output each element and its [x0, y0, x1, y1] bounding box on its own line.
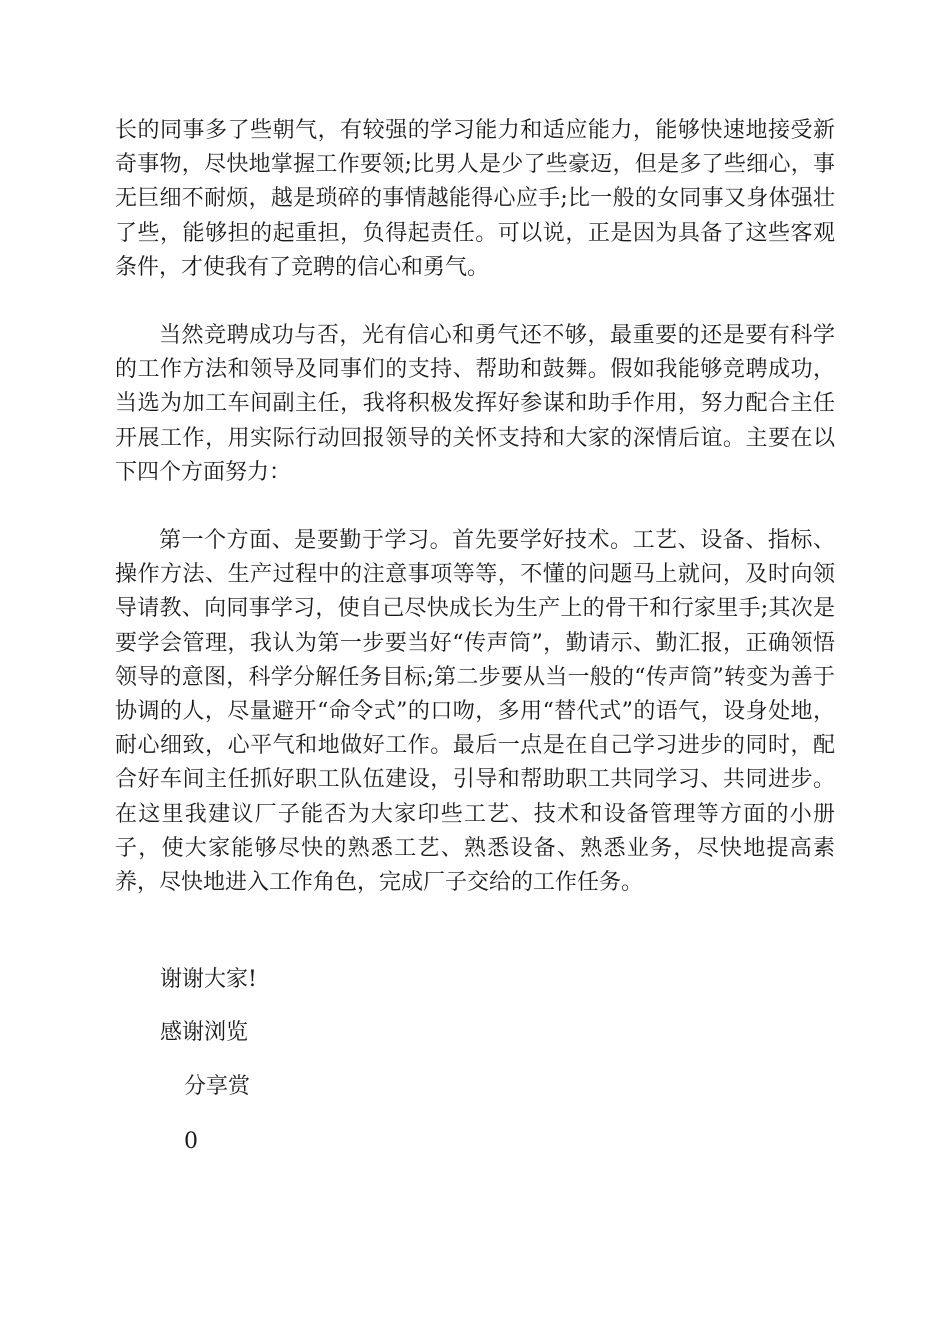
reward-count: 0: [184, 1129, 198, 1154]
thanks-for-browsing: 感谢浏览: [160, 1020, 249, 1045]
closing-thanks: 谢谢大家!: [160, 967, 257, 992]
paragraph-first-aspect: 第一个方面、是要勤于学习。首先要学好技术。工艺、设备、指标、操作方法、生产过程中的注意事项等等，不懂的问题马上就问，及时向领导请教、向同事学习，使自己尽快成长为生产上的骨干和行家里手;其次是要学会管理，我认为第一步要当好“传声筒”，勤请示、勤汇报，正确领悟领导的意图，科学分解任务目标;第二步要从当一般的“传声筒”转变为善于协调的人，尽量避开“命令式”的口吻，多用“替代式”的语气，设身处地，耐心细致，心平气和地做好工作。最后一点是在自己学习进步的同时，配合好车间主任抓好职工队伍建设，引导和帮助职工共同学习、共同进步。在这里我建议厂子能否为大家印些工艺、技术和设备管理等方面的小册子，使大家能够尽快的熟悉工艺、熟悉设备、熟悉业务，尽快地提高素养，尽快地进入工作角色，完成厂子交给的工作任务。: [115, 528, 835, 896]
paragraph-competition: 当然竞聘成功与否，光有信心和勇气还不够，最重要的还是要有科学的工作方法和领导及同事们的支持、帮助和鼓舞。假如我能够竞聘成功，当选为加工车间副主任，我将积极发挥好参谋和助手作用，努力配合主任开展工作，用实际行动回报领导的关怀支持和大家的深情后谊。主要在以下四个方面努力：: [115, 323, 835, 485]
paragraph-continuation: 长的同事多了些朝气，有较强的学习能力和适应能力，能够快速地接受新奇事物，尽快地掌握工作要领;比男人是少了些豪迈，但是多了些细心，事无巨细不耐烦，越是琐碎的事情越能得心应手;比一般的女同事又身体强壮了些，能够担的起重担，负得起责任。可以说，正是因为具备了这些客观条件，才使我有了竞聘的信心和勇气。: [115, 118, 835, 280]
share-reward-label[interactable]: 分享赏: [184, 1074, 251, 1099]
